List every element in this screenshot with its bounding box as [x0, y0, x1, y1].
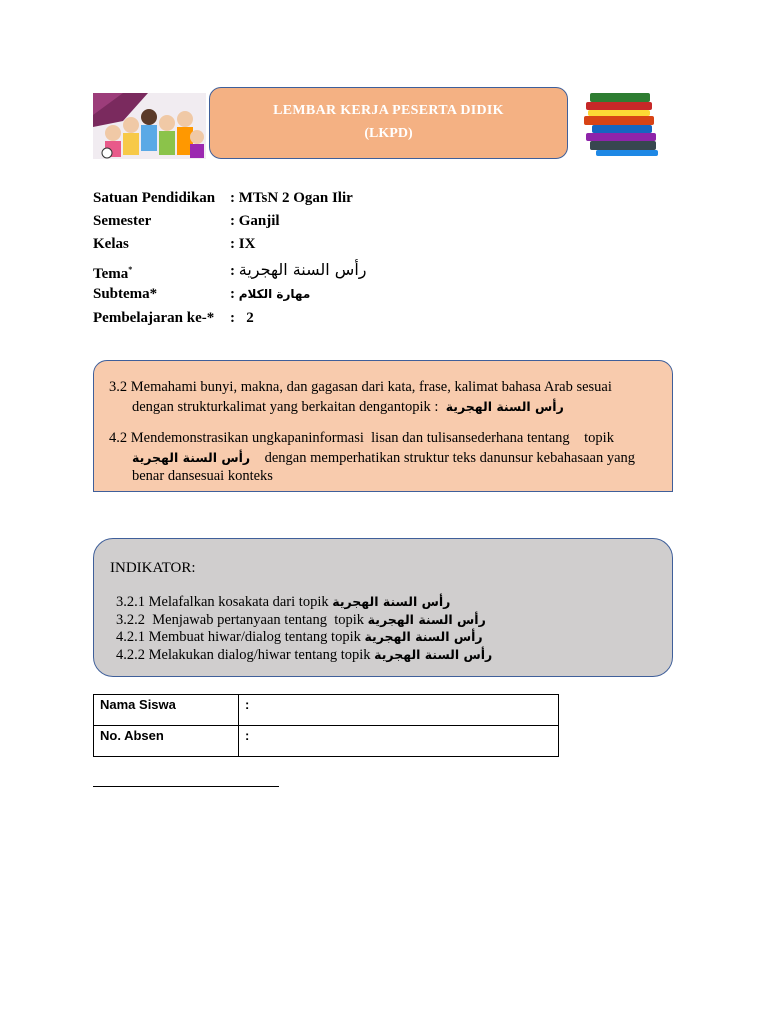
indikator-item: 3.2.1 Melafalkan kosakata dari topik رأس السنة الهجرية [116, 594, 451, 610]
indikator-item: 4.2.2 Melakukan dialog/hiwar tentang topik رأس السنة الهجرية [116, 647, 493, 663]
table-row [94, 695, 559, 726]
no-absen-label: No. Absen [94, 726, 239, 757]
kd-item-2-line3: benar dansesuai konteks [132, 468, 273, 484]
document-subtitle: (LKPD) [364, 126, 413, 141]
indikator-item: 4.2.1 Membuat hiwar/dialog tentang topik رأس السنة الهجرية [116, 629, 483, 645]
footnote-divider [93, 786, 279, 787]
no-absen-field[interactable]: : [239, 726, 559, 757]
kompetensi-dasar-box [93, 360, 673, 492]
kd-item-2-line2: رأس السنة الهجرية dengan memperhatikan struktur teks danunsur kebahasaan yang [132, 450, 636, 466]
book-stack-icon [572, 89, 674, 158]
student-info-table [93, 694, 559, 757]
kd-item-2-line1: 4.2 Mendemonstrasikan ungkapaninformasi lisan dan tulisansederhana tentang topik [109, 430, 614, 446]
title-box [209, 87, 568, 159]
students-illustration [93, 93, 206, 159]
table-row [94, 726, 559, 757]
kd-item-1-line1: 3.2 Memahami bunyi, makna, dan gagasan dari kata, frase, kalimat bahasa Arab sesuai [109, 379, 612, 395]
subtema-arabic: مهارة الكلام [238, 287, 311, 301]
kd-item-1-line2: dengan strukturkalimat yang berkaitan dengantopik : رأس السنة الهجرية [132, 399, 564, 415]
nama-siswa-label: Nama Siswa [94, 695, 239, 726]
tema-arabic: رأس السنة الهجرية [238, 260, 367, 279]
nama-siswa-field[interactable]: : [239, 695, 559, 726]
indikator-title: INDIKATOR: [110, 560, 196, 576]
indikator-item: 3.2.2 Menjawab pertanyaan tentang topik رأس السنة الهجرية [116, 612, 486, 628]
indikator-box [93, 538, 673, 677]
document-title: LEMBAR KERJA PESERTA DIDIK [273, 103, 504, 118]
